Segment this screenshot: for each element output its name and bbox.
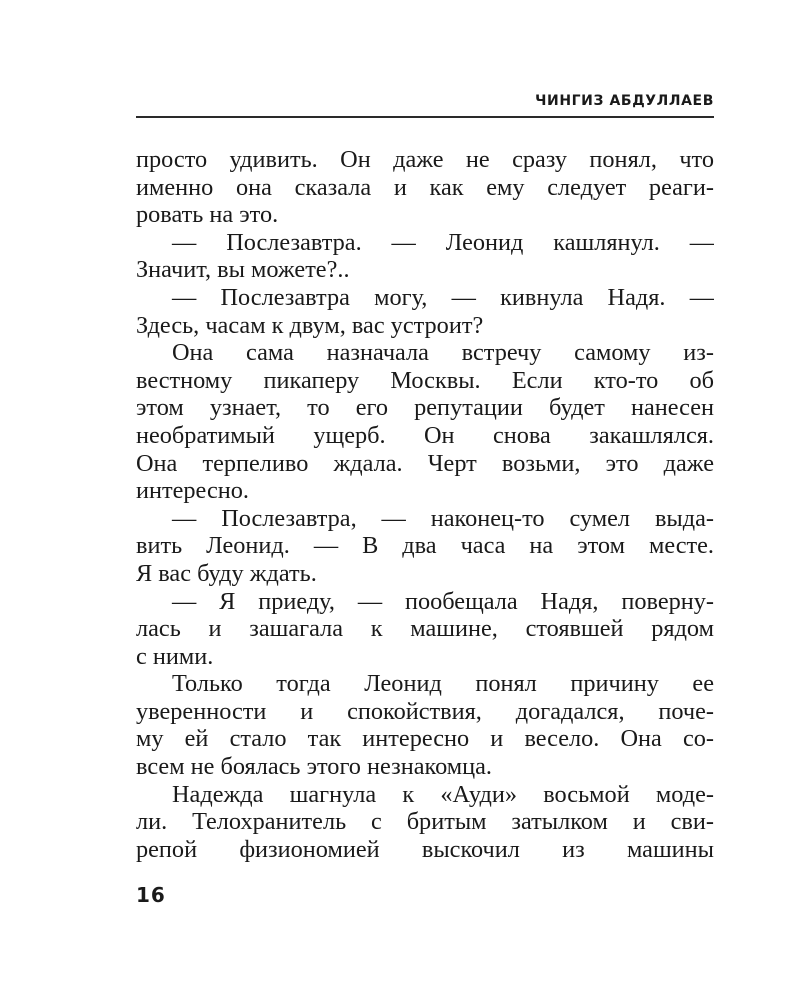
text-line: — Послезавтра, — наконец-то сумел выда-	[172, 504, 714, 532]
text-line: необратимый ущерб. Он снова закашлялся.	[136, 421, 714, 449]
text-line: ровать на это.	[136, 201, 279, 229]
text-line: ли. Телохранитель с бритым затылком и сви-	[136, 808, 714, 836]
text-line: репой физиономией выскочил из машины	[136, 835, 714, 863]
text-line: — Послезавтра могу, — кивнула Надя. —	[172, 283, 714, 311]
text-line: му ей стало так интересно и весело. Она со-	[136, 725, 714, 753]
text-line: вестному пикаперу Москвы. Если кто-то об	[136, 366, 714, 394]
text-line: с ними.	[136, 642, 214, 670]
text-line: этом узнает, то его репутации будет нанесен	[136, 394, 714, 422]
text-line: интересно.	[136, 477, 249, 505]
text-line: Только тогда Леонид понял причину ее	[172, 670, 714, 698]
text-line: Она терпеливо ждала. Черт возьми, это даже	[136, 449, 714, 477]
text-line: Значит, вы можете?..	[136, 256, 350, 284]
text-line: именно она сказала и как ему следует реаги-	[136, 173, 714, 201]
running-head-author: ЧИНГИЗ АБДУЛЛАЕВ	[535, 93, 714, 109]
text-line: Надежда шагнула к «Ауди» восьмой моде-	[172, 780, 714, 808]
text-line: просто удивить. Он даже не сразу понял, что	[136, 146, 714, 173]
body-text	[136, 146, 714, 863]
text-line: Она сама назначала встречу самому из-	[172, 339, 714, 367]
text-line: — Я приеду, — пообещала Надя, поверну-	[172, 587, 714, 615]
text-line: уверенности и спокойствия, догадался, поче-	[136, 697, 714, 725]
page-number: 16	[136, 883, 166, 907]
text-line: всем не боялась этого незнакомца.	[136, 753, 492, 781]
text-line: Здесь, часам к двум, вас устроит?	[136, 311, 484, 339]
text-line: вить Леонид. — В два часа на этом месте.	[136, 532, 714, 560]
text-line: Я вас буду ждать.	[136, 559, 317, 587]
text-line: — Послезавтра. — Леонид кашлянул. —	[172, 228, 714, 256]
text-line: лась и зашагала к машине, стоявшей рядом	[136, 615, 714, 643]
header-rule	[136, 116, 714, 118]
